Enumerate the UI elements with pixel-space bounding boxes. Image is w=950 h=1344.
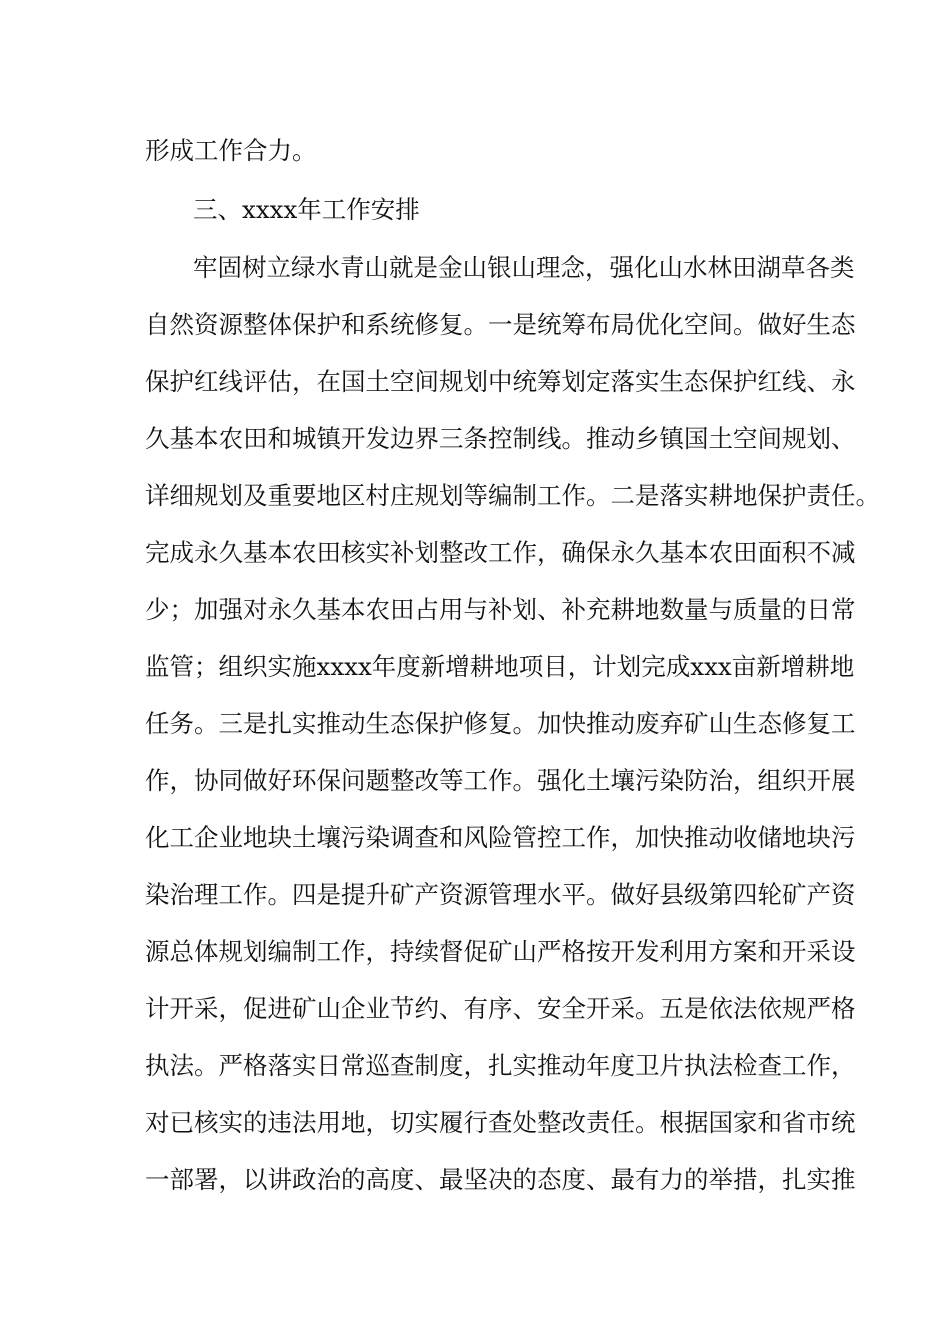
paragraph-line: 计开采，促进矿山企业节约、有序、安全开采。五是依法依规严格 xyxy=(145,994,856,1023)
paragraph-line: 保护红线评估，在国土空间规划中统筹划定落实生态保护红线、永 xyxy=(145,367,856,396)
paragraph-line: 自然资源整体保护和系统修复。一是统筹布局优化空间。做好生态 xyxy=(145,310,856,339)
section-heading: 三、xxxx年工作安排 xyxy=(193,195,420,224)
paragraph-line: 源总体规划编制工作，持续督促矿山严格按开发利用方案和开采设 xyxy=(145,937,856,966)
paragraph-line: 完成永久基本农田核实补划整改工作，确保永久基本农田面积不减 xyxy=(145,538,856,567)
paragraph-line: 作，协同做好环保问题整改等工作。强化土壤污染防治，组织开展 xyxy=(145,766,856,795)
paragraph-line: 化工企业地块土壤污染调查和风险管控工作，加快推动收储地块污 xyxy=(145,823,856,852)
paragraph-line: 牢固树立绿水青山就是金山银山理念，强化山水林田湖草各类 xyxy=(193,253,855,282)
paragraph-line: 监管；组织实施xxxx年度新增耕地项目，计划完成xxx亩新增耕地 xyxy=(145,652,855,681)
paragraph-line: 染治理工作。四是提升矿产资源管理水平。做好县级第四轮矿产资 xyxy=(145,880,856,909)
paragraph-line: 一部署，以讲政治的高度、最坚决的态度、最有力的举措，扎实推 xyxy=(145,1165,856,1194)
paragraph-line: 少；加强对永久基本农田占用与补划、补充耕地数量与质量的日常 xyxy=(145,595,856,624)
paragraph-line: 久基本农田和城镇开发边界三条控制线。推动乡镇国土空间规划、 xyxy=(145,424,856,453)
paragraph-line: 对已核实的违法用地，切实履行查处整改责任。根据国家和省市统 xyxy=(145,1108,856,1137)
paragraph-line: 详细规划及重要地区村庄规划等编制工作。二是落实耕地保护责任。 xyxy=(145,481,880,510)
paragraph-line: 形成工作合力。 xyxy=(145,136,317,165)
paragraph-line: 任务。三是扎实推动生态保护修复。加快推动废弃矿山生态修复工 xyxy=(145,709,856,738)
paragraph-line: 执法。严格落实日常巡查制度，扎实推动年度卫片执法检查工作， xyxy=(145,1051,856,1080)
